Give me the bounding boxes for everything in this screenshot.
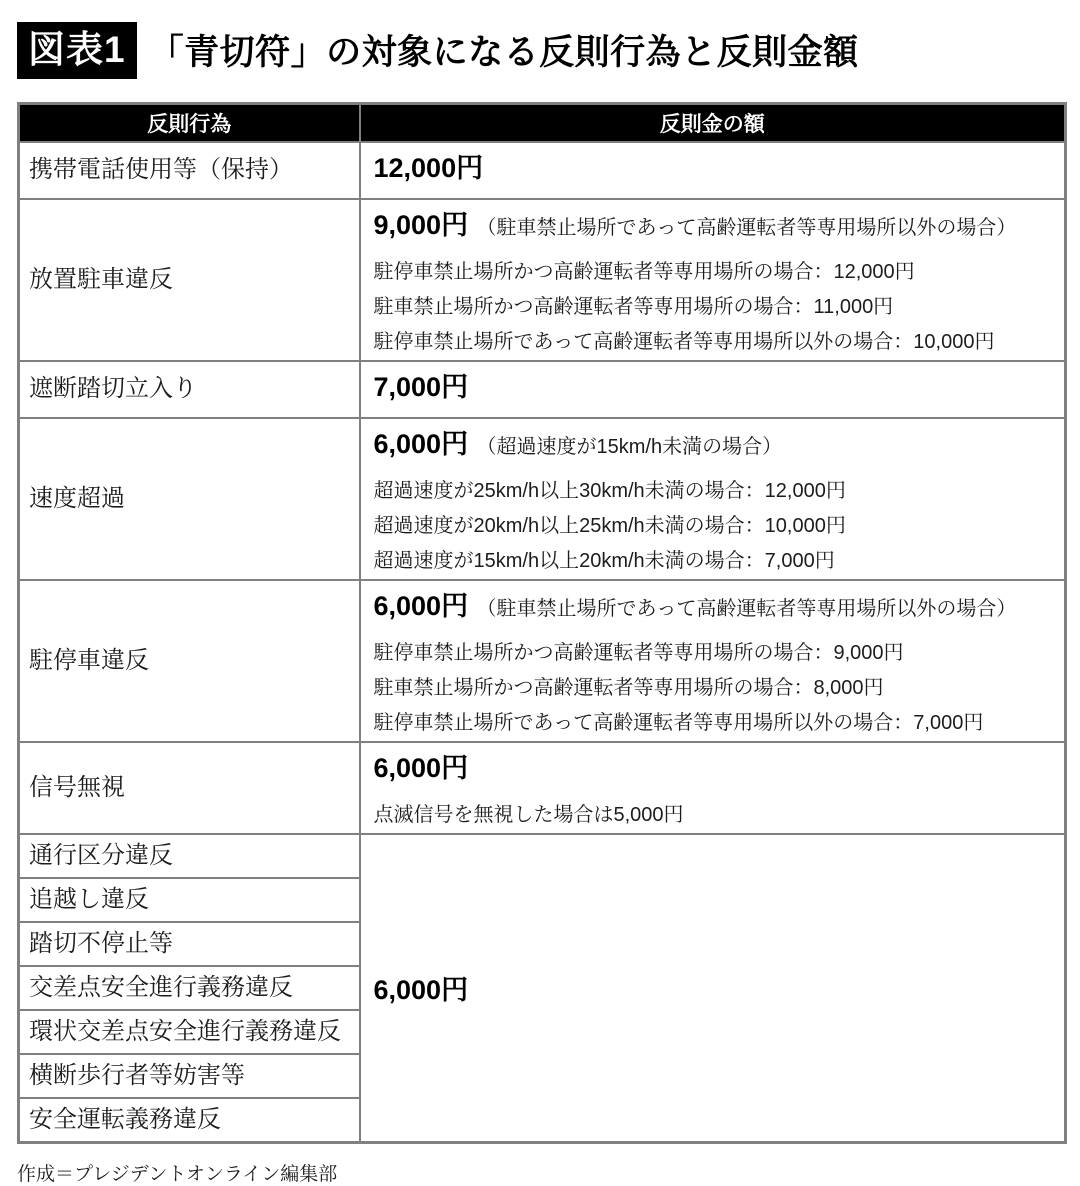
table-row (19, 834, 1066, 878)
amount-detail: 駐停車禁止場所かつ高齢運転者等専用場所の場合：9,000円 (373, 641, 904, 664)
amount-cell (360, 142, 1066, 199)
amount-cell (360, 199, 1066, 361)
amount-detail: 超過速度が20km/h以上25km/h未満の場合：10,000円 (373, 514, 846, 537)
figure-header (17, 18, 1064, 82)
amount-cell (360, 580, 1066, 742)
amount-note: （駐車禁止場所であって高齢運転者等専用場所以外の場合） (476, 216, 1017, 239)
amount-detail: 点滅信号を無視した場合は5,000円 (373, 803, 684, 826)
violation-cell: 通行区分違反 (19, 834, 360, 878)
amount-main: 12,000円 (373, 152, 484, 183)
table-row (19, 742, 1066, 834)
amount-mainline (374, 370, 1053, 409)
amount-main: 6,000円 (373, 590, 469, 621)
violation-cell: 遮断踏切立入り (19, 361, 360, 418)
penalty-table (17, 102, 1067, 1144)
amount-cell (360, 742, 1066, 834)
table-row (19, 580, 1066, 742)
figure-number-badge: 図表1 (17, 22, 137, 79)
amount-note: （超過速度が15km/h未満の場合） (476, 435, 783, 458)
col-header-amount: 反則金の額 (360, 104, 1066, 142)
amount-mainline (374, 427, 1053, 466)
violation-cell: 放置駐車違反 (19, 199, 360, 361)
violation-cell: 踏切不停止等 (19, 922, 360, 966)
violation-cell: 交差点安全進行義務違反 (19, 966, 360, 1010)
violation-cell: 追越し違反 (19, 878, 360, 922)
table-header-row (19, 104, 1066, 142)
amount-cell (360, 418, 1066, 580)
violation-cell: 信号無視 (19, 742, 360, 834)
amount-note: （駐車禁止場所であって高齢運転者等専用場所以外の場合） (476, 597, 1017, 620)
amount-detail: 駐停車禁止場所かつ高齢運転者等専用場所の場合：12,000円 (373, 260, 915, 283)
violation-cell: 速度超過 (19, 418, 360, 580)
amount-main: 6,000円 (373, 428, 469, 459)
amount-mainline (374, 208, 1053, 247)
credit-line: 作成＝プレジデントオンライン編集部 (17, 1163, 338, 1185)
table-row (19, 199, 1066, 361)
violation-cell: 環状交差点安全進行義務違反 (19, 1010, 360, 1054)
page-title: 「青切符」の対象になる反則行為と反則金額 (148, 33, 859, 72)
amount-detail: 駐停車禁止場所であって高齢運転者等専用場所以外の場合：10,000円 (373, 330, 995, 353)
amount-detail: 超過速度が25km/h以上30km/h未満の場合：12,000円 (373, 479, 846, 502)
col-header-violation: 反則行為 (19, 104, 360, 142)
amount-cell-merged (360, 834, 1066, 1143)
amount-main: 6,000円 (373, 975, 469, 1005)
table-row (19, 361, 1066, 418)
amount-cell (360, 361, 1066, 418)
amount-mainline (374, 589, 1053, 628)
amount-detail: 超過速度が15km/h以上20km/h未満の場合：7,000円 (373, 549, 835, 572)
amount-detail: 駐車禁止場所かつ高齢運転者等専用場所の場合：8,000円 (373, 676, 884, 699)
amount-detail: 駐停車禁止場所であって高齢運転者等専用場所以外の場合：7,000円 (373, 711, 984, 734)
violation-cell: 携帯電話使用等（保持） (19, 142, 360, 199)
table-row (19, 142, 1066, 199)
amount-detail: 駐車禁止場所かつ高齢運転者等専用場所の場合：11,000円 (373, 295, 894, 318)
table-row (19, 418, 1066, 580)
amount-main: 6,000円 (373, 752, 469, 783)
violation-cell: 駐停車違反 (19, 580, 360, 742)
amount-main: 9,000円 (373, 209, 469, 240)
violation-cell: 横断歩行者等妨害等 (19, 1054, 360, 1098)
violation-cell: 安全運転義務違反 (19, 1098, 360, 1143)
amount-mainline (374, 751, 1053, 790)
amount-main: 7,000円 (373, 371, 469, 402)
amount-mainline (374, 151, 1053, 190)
